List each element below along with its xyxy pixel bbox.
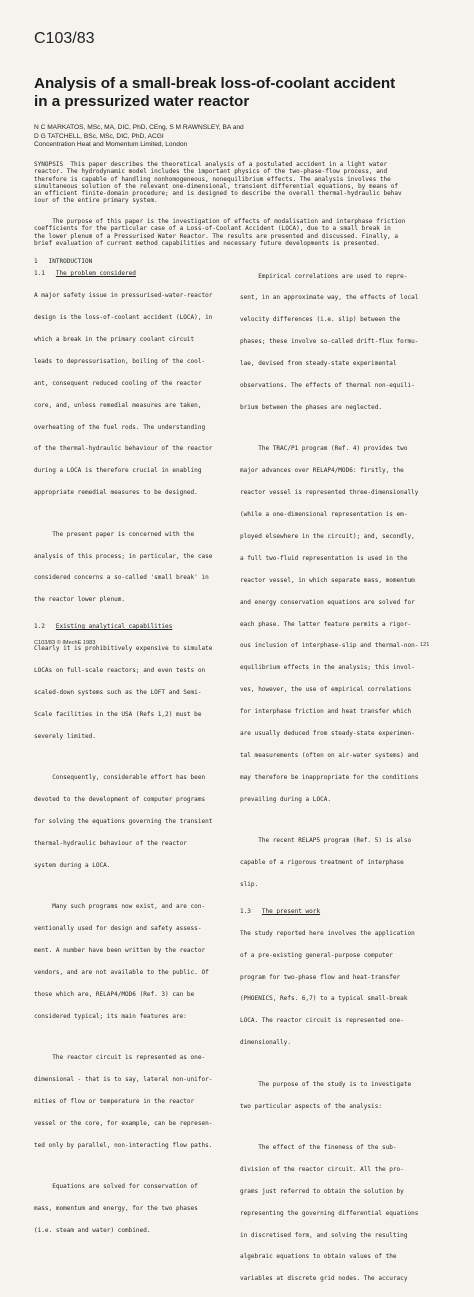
text-line: mass, momentum and energy, for the two phases (34, 1205, 198, 1213)
purpose-line: the lower plenum of a Pressurised Water Reactor. The results are presented and discussed. Finally, a (34, 232, 399, 240)
text-line: velocity differences (i.e. slip) between the (240, 316, 401, 324)
text-line: for interphase friction and heat transfer which (240, 708, 412, 716)
title-line: Analysis of a small-break loss-of-coolant accident (34, 75, 396, 92)
text-line: are usually deduced from steady-state experimen- (240, 730, 415, 737)
text-line: program for two-phase flow and heat-transfer (240, 973, 401, 981)
subsection-number: 1.1 (34, 270, 45, 278)
text-line: which a break in the primary coolant circuit (34, 335, 195, 343)
text-line: of the thermal-hydraulic behaviour of the reactor (34, 445, 213, 453)
text-line: phases; these involve so-called drift-flux formu- (240, 338, 419, 346)
text-line: ves, however, the use of empirical correlations (240, 686, 412, 694)
text-line: considered concerns a so-called 'small break' in (34, 574, 209, 582)
purpose-line: brief evaluation of current method capabilities and necessary future developments is presented. (34, 239, 380, 247)
text-line: Scale facilities in the USA (Refs 1,2) must be (34, 710, 202, 718)
text-line: ous inclusion of interphase-slip and thermal-non- (240, 642, 419, 650)
text-line: thermal-hydraulic behaviour of the reactor (34, 839, 187, 847)
text-line: each phase. The latter feature permits a rigor- (240, 620, 412, 628)
text-line: The present paper is concerned with the (34, 530, 195, 538)
text-line: The reactor circuit is represented as one- (34, 1054, 206, 1062)
text-line: core, and, unless remedial measures are taken, (34, 401, 202, 409)
right-para-2 (240, 431, 450, 818)
text-line: ventionally used for design and safety assess- (34, 925, 202, 933)
subsection-title: Existing analytical capabilities (55, 623, 173, 631)
left-para-1 (34, 278, 234, 512)
text-line: slip. (240, 880, 259, 888)
text-line: and energy conservation equations are solved for (240, 598, 415, 606)
text-line: prevailing during a LOCA. (240, 795, 332, 803)
text-line: sent, in an approximate way, the effects of local (240, 294, 419, 302)
text-line: those which are, RELAP4/MOD6 (Ref. 3) can be (34, 990, 195, 998)
right-para-3 (240, 823, 450, 903)
text-line: ment. A number have been written by the reactor (34, 947, 206, 955)
subsection-number: 1.2 (34, 623, 45, 631)
subsection-heading-1-1 (34, 270, 234, 277)
text-line: dimensionally. (240, 1039, 291, 1047)
synopsis-line: iour of the entire primary system. (34, 197, 158, 205)
purpose-paragraph (34, 218, 454, 247)
left-column (34, 258, 234, 1249)
text-line: reactor vessel is represented three-dimensionally (240, 489, 419, 497)
text-line: vendors, and are not available to the public. Of (34, 968, 209, 976)
text-line: overheating of the fuel rods. The understanding (34, 423, 206, 431)
text-line: ployed elsewhere in the circuit); and, secondly, (240, 532, 415, 540)
right-column (240, 258, 450, 1297)
text-line: devoted to the development of computer programs (34, 796, 206, 804)
subsection-heading-1-3 (240, 908, 450, 915)
purpose-line: coefficients for the particular case of a Loss-of-Coolant Accident (LOCA), due to a small break in (34, 225, 391, 233)
text-line: appropriate remedial measures to be designed. (34, 489, 198, 497)
text-line: major advances over RELAP4/MOD6: firstly, the (240, 467, 404, 475)
text-line: vessel or the core, for example, can be represen- (34, 1119, 213, 1127)
text-line: algebraic equations to obtain values of the (240, 1253, 397, 1261)
text-line: observations. The effects of thermal non-equili- (240, 382, 415, 390)
text-line: dimensional - that is to say, lateral non-unifor- (34, 1076, 213, 1084)
text-line: The TRAC/P1 program (Ref. 4) provides two (240, 445, 408, 453)
text-line: LOCAs on full-scale reactors; and even tests on (34, 667, 206, 675)
text-line: division of the reactor circuit. All the pro- (240, 1165, 404, 1173)
text-line: system during a LOCA. (34, 861, 111, 869)
text-line: LOCA. The reactor circuit is represented one- (240, 1017, 404, 1025)
text-line: grams just referred to obtain the solution by (240, 1187, 404, 1195)
text-line: A major safety issue in pressurised-water-reactor (34, 292, 213, 300)
text-line: Many such programs now exist, and are con- (34, 903, 206, 911)
author-line: D G TATCHELL, BSc, MSc, DIC, PhD, ACGI (34, 132, 164, 140)
text-line: during a LOCA is therefore crucial in enabling (34, 467, 202, 475)
subsection-heading-1-2 (34, 623, 234, 630)
text-line: Clearly it is prohibitively expensive to simulate (34, 645, 213, 653)
text-line: capable of a rigorous treatment of interphase (240, 859, 404, 867)
right-para-4 (240, 915, 450, 1061)
subsection-title: The problem considered (55, 270, 136, 278)
text-line: a full two-fluid representation is used in the (240, 554, 408, 562)
purpose-line: The purpose of this paper is the investigation of effects of modalisation and interphase friction (34, 218, 406, 225)
text-line: of a pre-existing general-purpose computer (240, 951, 393, 959)
right-para-1 (240, 258, 450, 426)
footer-copyright: C103/83 © IMechE 1983 (34, 640, 96, 646)
text-line: (PHOENICS, Refs. 6,7) to a typical small-break (240, 995, 408, 1003)
text-line: lae, devised from steady-state experimental (240, 360, 397, 368)
text-line: The purpose of the study is to investigate (240, 1080, 412, 1088)
text-line: leads to depressurisation, boiling of the cool- (34, 357, 206, 365)
text-line: considered typical; its main features are: (34, 1012, 187, 1020)
author-block (34, 124, 244, 150)
text-line: ted only by parallel, non-interacting flow paths. (34, 1141, 213, 1149)
page-number: 121 (420, 642, 430, 648)
affiliation-line: Concentration Heat and Momentum Limited, London (34, 141, 188, 149)
synopsis (34, 161, 454, 205)
text-line: The recent RELAP5 program (Ref. 5) is also (240, 837, 412, 845)
left-para-6 (34, 1040, 234, 1164)
paper-code: C103/83 (34, 30, 95, 47)
synopsis-line: an efficient finite-domain procedure; and is designed to describe the overall thermal-hydraulic behav (34, 190, 402, 198)
text-line: The effect of the fineness of the sub- (240, 1144, 397, 1152)
left-para-2 (34, 516, 234, 618)
left-para-5 (34, 889, 234, 1035)
synopsis-line: SYNOPSIS This paper describes the theoretical analysis of a postulated accident in a light water (34, 161, 388, 168)
text-line: equilibrium effects in the analysis; this invol- (240, 664, 415, 672)
subsection-number: 1.3 (240, 907, 251, 915)
synopsis-line: reactor. The hydrodynamic model includes the important physics of the two-phase-flow process, and (34, 168, 388, 176)
text-line: reactor vessel, in which separate mass, momentum (240, 576, 415, 584)
text-line: scaled-down systems such as the LOFT and Semi- (34, 688, 202, 696)
text-line: (i.e. steam and water) combined. (34, 1227, 151, 1234)
right-para-5 (240, 1066, 450, 1124)
text-line: variables at discrete grid nodes. The accuracy (240, 1275, 408, 1283)
text-line: brium between the phases are neglected. (240, 403, 382, 411)
text-line: ant, consequent reduced cooling of the reactor (34, 379, 202, 387)
text-line: the reactor lower plenum. (34, 596, 126, 604)
left-para-4 (34, 760, 234, 884)
section-heading-introduction: 1 INTRODUCTION (34, 258, 93, 265)
text-line: (while a one-dimensional representation is em- (240, 511, 408, 519)
text-line: Consequently, considerable effort has been (34, 774, 206, 782)
author-line: N C MARKATOS, MSc, MA, DIC, PhD, CEng, S M RAWNSLEY, BA and (34, 124, 244, 131)
text-line: for solving the equations governing the transient (34, 817, 213, 825)
text-line: mities of flow or temperature in the reactor (34, 1097, 195, 1105)
text-line: design is the loss-of-coolant accident (LOCA), in (34, 314, 213, 322)
text-line: representing the governing differential equations (240, 1209, 419, 1217)
text-line: tal measurements (often on air-water systems) and (240, 751, 419, 759)
text-line: Empirical correlations are used to repre- (240, 272, 408, 280)
right-para-6 (240, 1129, 450, 1297)
left-para-3 (34, 631, 234, 755)
text-line: in discretised form, and solving the resulting (240, 1231, 408, 1239)
text-line: two particular aspects of the analysis: (240, 1102, 382, 1110)
text-line: Equations are solved for conservation of (34, 1183, 198, 1191)
paper-title (34, 75, 449, 111)
text-line: analysis of this process; in particular, the case (34, 552, 213, 560)
text-line: may therefore be inappropriate for the conditions (240, 773, 419, 781)
subsection-title: The present work (261, 907, 321, 915)
text-line: The study reported here involves the application (240, 929, 415, 937)
text-line: severely limited. (34, 732, 96, 740)
synopsis-line: therefore is capable of handling nonhomogeneous, nonequilibrium effects. The analysis involves the (34, 175, 391, 183)
title-line: in a pressurized water reactor (34, 93, 250, 110)
synopsis-line: simultaneous solution of the relevant one-dimensional, transient differential equations, by means of (34, 182, 399, 190)
left-para-7 (34, 1169, 234, 1249)
